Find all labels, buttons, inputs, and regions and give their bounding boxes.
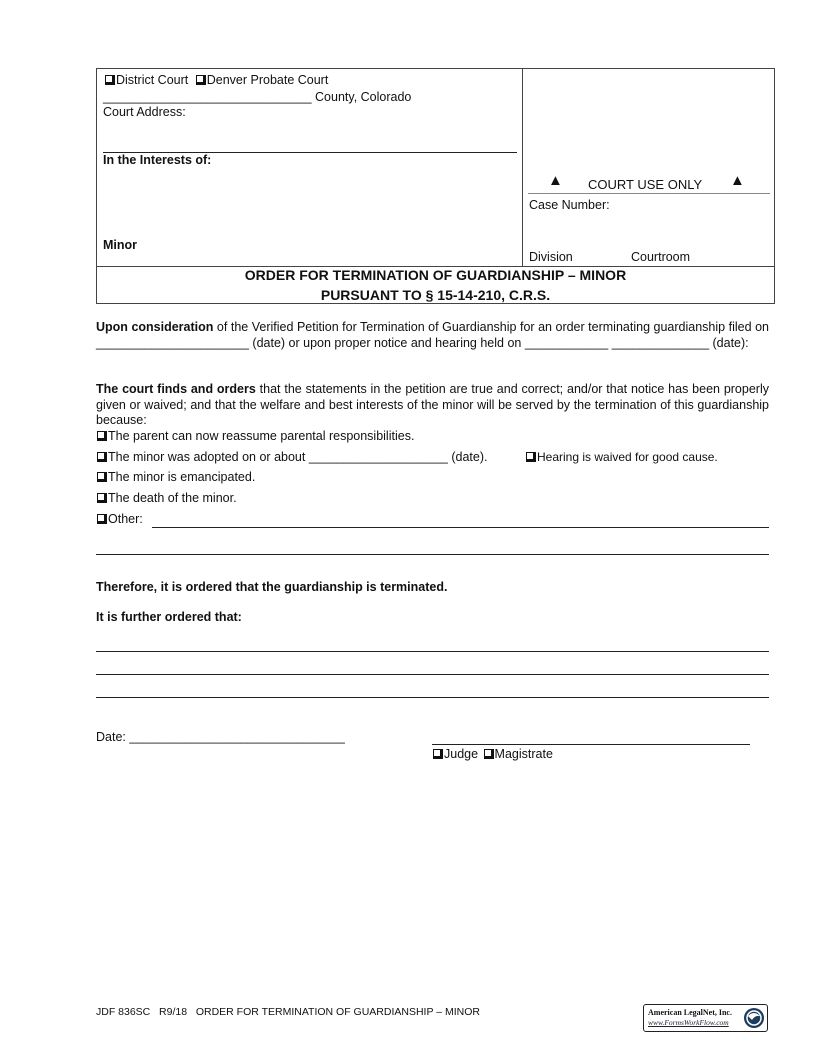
magistrate-label: Magistrate xyxy=(494,747,553,761)
court-use-only-label: COURT USE ONLY xyxy=(588,177,703,192)
death-checkbox[interactable] xyxy=(97,493,107,503)
court-address-label[interactable]: Court Address: xyxy=(103,105,186,119)
case-number-label[interactable]: Case Number: xyxy=(529,198,610,212)
parental-label: The parent can now reassume parental responsibilities. xyxy=(108,429,415,443)
emancipated-label: The minor is emancipated. xyxy=(108,470,256,484)
court-use-only-underline xyxy=(528,193,770,194)
adopted-label: The minor was adopted on or about ____________________ (date). xyxy=(108,450,488,464)
adopted-checkbox[interactable] xyxy=(97,452,107,462)
further-ordered-label: It is further ordered that: xyxy=(96,610,242,624)
district-court-checkbox[interactable] xyxy=(105,75,115,85)
county-line[interactable]: ______________________________ County, Colorado xyxy=(103,90,412,104)
court-type-row xyxy=(105,73,328,87)
triangle-left-icon: ▲ xyxy=(548,172,563,189)
further-order-line-2[interactable] xyxy=(96,674,769,675)
hearing-waived-checkbox[interactable] xyxy=(526,452,536,462)
findings-paragraph xyxy=(96,382,769,429)
therefore-statement: Therefore, it is ordered that the guardianship is terminated. xyxy=(96,580,448,594)
death-label: The death of the minor. xyxy=(108,491,237,505)
in-interests-label[interactable]: In the Interests of: xyxy=(103,153,212,167)
logo-globe-icon xyxy=(743,1007,765,1029)
consideration-lead: Upon consideration xyxy=(96,320,214,334)
parental-checkbox[interactable] xyxy=(97,431,107,441)
magistrate-checkbox[interactable] xyxy=(484,749,494,759)
form-title-line1: ORDER FOR TERMINATION OF GUARDIANSHIP – MINOR xyxy=(244,267,627,283)
logo-url: www.FormsWorkFlow.com xyxy=(648,1018,729,1027)
courtroom-label[interactable]: Courtroom xyxy=(631,250,691,264)
judge-label: Judge xyxy=(444,747,479,761)
other-label: Other: xyxy=(108,512,143,526)
other-checkbox[interactable] xyxy=(97,514,107,524)
findings-lead: The court finds and orders xyxy=(96,382,256,396)
signature-line[interactable] xyxy=(432,744,750,745)
date-field[interactable]: Date: _______________________________ xyxy=(96,730,345,744)
footer-form-id: JDF 836SC xyxy=(96,1006,151,1018)
other-line-2[interactable] xyxy=(96,554,769,555)
judge-checkbox[interactable] xyxy=(433,749,443,759)
denver-probate-court-label: Denver Probate Court xyxy=(206,73,329,87)
district-court-label: District Court xyxy=(116,73,189,87)
option-emancipated xyxy=(97,470,255,484)
findings-text: that the statements in the petition are true and correct; and/or that notice has been properly given or waived; and that the welfare and best interests of the minor will be served by the termination of this guardianship because: xyxy=(96,382,769,427)
consideration-paragraph xyxy=(96,320,769,351)
option-other xyxy=(97,512,143,526)
minor-label: Minor xyxy=(103,238,138,252)
logo-company-name: American LegalNet, Inc. xyxy=(648,1008,732,1017)
option-hearing-waived xyxy=(526,450,718,464)
form-title-line2: PURSUANT TO § 15-14-210, C.R.S. xyxy=(320,287,551,303)
caption-divider-vertical xyxy=(522,69,523,266)
consideration-text: of the Verified Petition for Termination of Guardianship for an order terminating guardianship filed on ______________________ (date) or upon proper notice and hearing held on ____________ ______________ (date): xyxy=(96,320,769,350)
further-order-line-1[interactable] xyxy=(96,651,769,652)
footer-revision: R9/18 xyxy=(159,1006,188,1018)
footer-form-title: ORDER FOR TERMINATION OF GUARDIANSHIP – MINOR xyxy=(195,1006,480,1018)
division-label[interactable]: Division xyxy=(529,250,573,264)
publisher-logo xyxy=(643,1004,768,1032)
hearing-waived-label: Hearing is waived for good cause. xyxy=(537,450,718,464)
denver-probate-court-checkbox[interactable] xyxy=(196,75,206,85)
option-parental xyxy=(97,429,414,443)
other-line-1[interactable] xyxy=(152,527,769,528)
option-adopted xyxy=(97,450,487,464)
emancipated-checkbox[interactable] xyxy=(97,472,107,482)
signature-role-row xyxy=(433,747,553,761)
caption-box xyxy=(96,68,775,304)
footer-text xyxy=(96,1006,480,1018)
further-order-line-3[interactable] xyxy=(96,697,769,698)
triangle-right-icon: ▲ xyxy=(730,172,745,189)
option-death xyxy=(97,491,237,505)
